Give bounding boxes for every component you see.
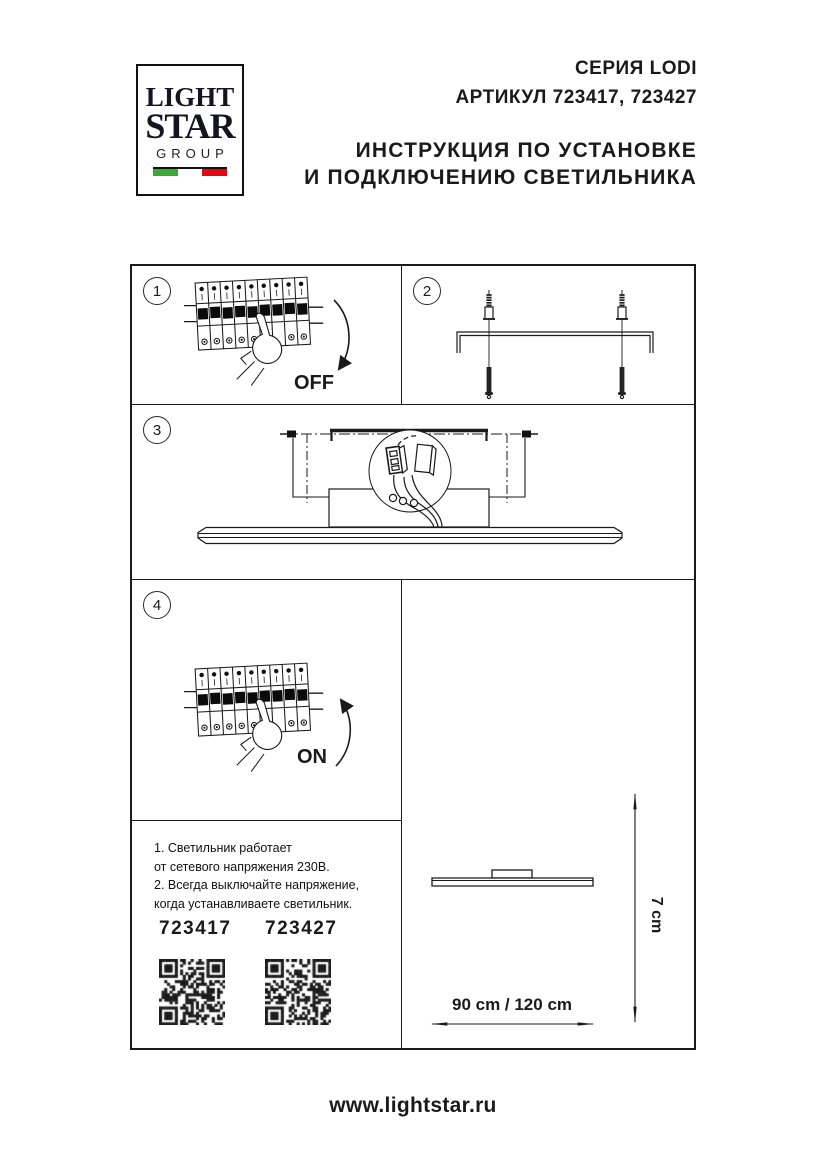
lightstar-logo <box>136 64 244 196</box>
flag-white <box>178 169 203 176</box>
step-3-cell <box>132 405 698 578</box>
step-2-number: 2 <box>413 277 441 305</box>
instruction-title <box>304 137 697 191</box>
step-1-number: 1 <box>143 277 171 305</box>
dimensions-cell <box>402 580 698 1052</box>
logo-word-star: STAR <box>145 106 235 146</box>
width-dimension-label: 90 cm / 120 cm <box>451 995 573 1014</box>
instruction-title-line2: И ПОДКЛЮЧЕНИЮ СВЕТИЛЬНИКА <box>304 166 697 189</box>
italian-flag-stripe <box>153 167 227 176</box>
step-2-cell <box>402 266 698 403</box>
article-723417-label: 723417 <box>159 918 232 939</box>
breaker-on-diagram <box>132 580 400 819</box>
instruction-title-line1: ИНСТРУКЦИЯ ПО УСТАНОВКЕ <box>355 139 697 162</box>
dimensions-diagram <box>402 580 698 1052</box>
document-header <box>304 58 697 191</box>
notes-cell <box>132 821 400 1052</box>
off-label: OFF <box>294 372 334 394</box>
instruction-grid <box>130 264 696 1050</box>
website-url: www.lightstar.ru <box>329 1094 497 1117</box>
flag-green <box>153 169 178 176</box>
logo-word-group: GROUP <box>156 146 229 161</box>
safety-notes <box>154 839 359 913</box>
note-line: когда устанавливаете светильник. <box>154 896 353 911</box>
qr-code-723417 <box>159 959 225 1025</box>
on-label: ON <box>297 746 327 768</box>
step-4-number: 4 <box>143 591 171 619</box>
note-line: 2. Всегда выключайте напряжение, <box>154 878 360 892</box>
breaker-off-diagram <box>132 266 400 403</box>
bracket-diagram <box>402 266 698 403</box>
article-723427-label: 723427 <box>265 918 338 939</box>
note-line: 1. Светильник работает <box>154 841 292 855</box>
fixture-mounting-diagram <box>132 405 698 578</box>
logo-word-light: LIGHT <box>145 82 235 112</box>
height-dimension-label: 7 cm <box>648 896 665 934</box>
series-title: СЕРИЯ LODI <box>574 58 697 79</box>
step-3-number: 3 <box>143 416 171 444</box>
step-4-cell <box>132 580 400 819</box>
article-numbers: АРТИКУЛ 723417, 723427 <box>455 87 697 108</box>
qr-code-723427 <box>265 959 331 1025</box>
flag-red <box>202 169 227 176</box>
note-line: от сетевого напряжения 230В. <box>154 859 330 874</box>
step-1-cell <box>132 266 400 403</box>
